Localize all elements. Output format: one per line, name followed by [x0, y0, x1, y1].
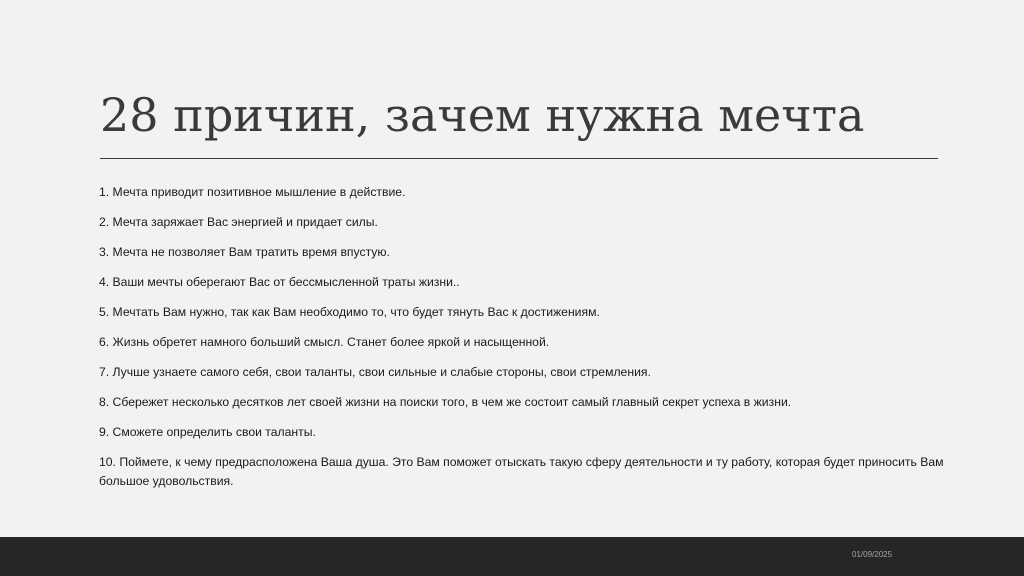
list-item-6: 6. Жизнь обретет намного больший смысл. Станет более яркой и насыщенной.	[99, 335, 550, 349]
list-item-2: 2. Мечта заряжает Вас энергией и придает силы.	[99, 215, 378, 229]
list-item-8: 8. Сбережет несколько десятков лет своей жизни на поиски того, в чем же состоит самый главный секрет успеха в жизни.	[99, 395, 792, 409]
list-item-9: 9. Сможете определить свои таланты.	[99, 425, 316, 439]
slide-title: 28 причин, зачем нужна мечта	[100, 88, 865, 142]
list-item-3: 3. Мечта не позволяет Вам тратить время впустую.	[99, 245, 390, 259]
reasons-list	[99, 183, 944, 502]
list-item-1: 1. Мечта приводит позитивное мышление в действие.	[99, 185, 406, 199]
list-item-4: 4. Ваши мечты оберегают Вас от бессмысленной траты жизни..	[99, 275, 460, 289]
footer-date: 01/09/2025	[852, 550, 893, 559]
list-item-7: 7. Лучше узнаете самого себя, свои таланты, свои сильные и слабые стороны, свои стремления.	[99, 365, 651, 379]
list-item-5: 5. Мечтать Вам нужно, так как Вам необходимо то, что будет тянуть Вас к достижениям.	[99, 305, 600, 319]
list-item-10: 10. Поймете, к чему предрасположена Ваша душа. Это Вам поможет отыскать такую сферу деятельности и ту работу, которая будет приносить Вам большое удовольствия.	[99, 455, 944, 488]
title-divider	[100, 158, 938, 159]
